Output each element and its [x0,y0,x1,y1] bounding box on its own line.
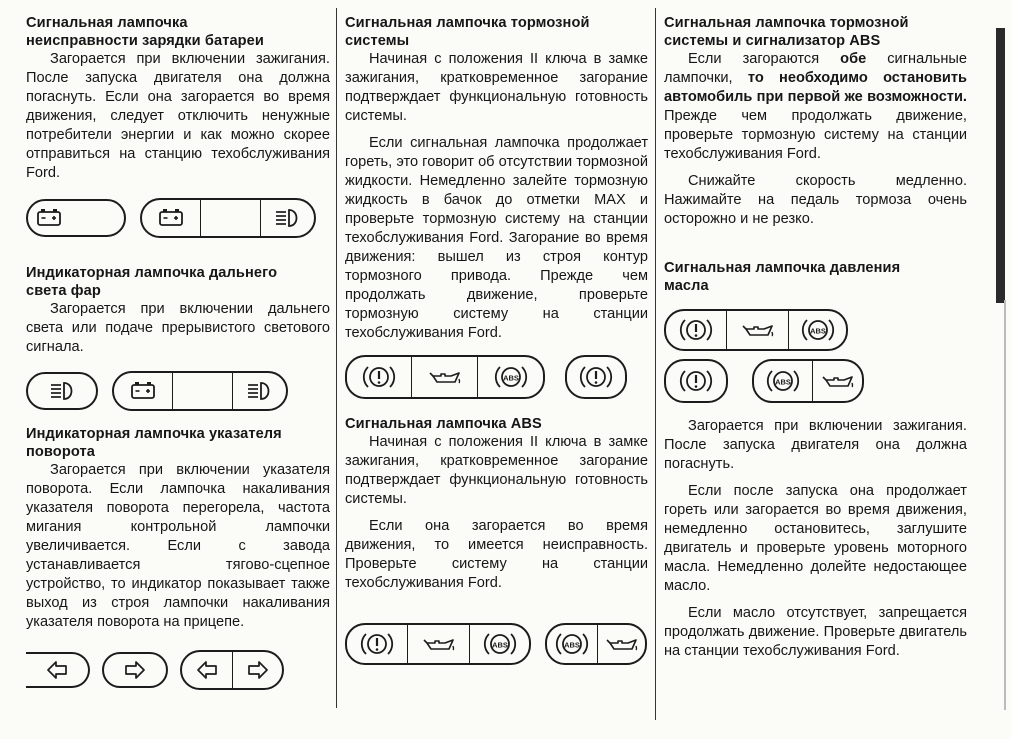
indicator-panel [102,652,168,688]
oil-can-icon [606,634,638,654]
indicator-panel [664,309,848,351]
column-divider [336,8,337,708]
section-text: Загорается при включении зажигания. После запуска двигателя она должна погаснуть. [664,418,967,472]
section-heading: Сигнальная лампочка тормозной системы [345,15,590,49]
indicator-panel [180,650,284,690]
turn-signal-indicator-row [26,650,330,690]
battery-indicator-row [26,198,330,238]
section-battery-warning [26,14,330,183]
indicator-panel [345,355,545,399]
indicator-panel [26,199,126,237]
indicator-panel [545,623,647,665]
oil-indicator-row [664,359,967,403]
section-heading: Индикаторная лампочка дальнего света фар [26,265,278,299]
svg-text:ABS: ABS [491,640,508,650]
column-right [664,14,967,661]
abs-icon [483,630,517,658]
oil-can-icon [822,371,854,391]
section-heading: Сигнальная лампочка ABS [345,416,542,432]
section-brake-abs-warning [664,14,967,229]
section-text: Начиная с положения II ключа в замке зажигания, кратковременное загорание подтверждает функциональную готовность системы. [345,51,648,124]
arrow-left-icon [46,660,68,680]
svg-text:ABS: ABS [809,326,826,336]
section-high-beam [26,264,330,357]
section-heading: Сигнальная лампочка неисправности зарядки батареи [26,15,264,49]
indicator-panel [26,372,98,410]
section-text: Если сигнальная лампочка продолжает гореть, это говорит об отсутствии тормозной жидкости. Немедленно залейте тормозную жидкость в бачок до отметки MAX и проверьте тормозную систему на станции техобслуживания Ford. Загорание во время движения: вышел из строя контур тормозного привода. Прежде чем продолжать движение, проверьте тормозную систему на станции техобслуживания Ford. [345,135,648,341]
high-beam-icon [275,207,300,229]
indicator-panel [345,623,531,665]
indicator-panel [565,355,627,399]
abs-indicator-row [345,623,648,665]
high-beam-icon [247,380,272,402]
brake-warning-icon [679,367,713,395]
indicator-panel [752,359,864,403]
section-turn-signal [26,425,330,632]
battery-icon [130,381,156,401]
indicator-panel [112,371,288,411]
section-text: Если загораются обе сигнальные лампочки, то необходимо остановить автомобиль при первой же возможности. Прежде чем продолжать движение, проверьте тормозную систему на станции техобслуживания Ford. [664,51,967,162]
column-middle [345,14,648,665]
battery-icon [158,208,184,228]
section-text: Начиная с положения II ключа в замке зажигания, кратковременное загорание подтверждает функциональную готовность системы. [345,434,648,507]
section-abs-warning [345,415,648,593]
svg-text:ABS: ABS [775,377,791,387]
section-text: Загорается при включении дальнего света или подаче прерывистого светового сигнала. [26,301,330,355]
abs-icon [494,363,528,391]
battery-icon [36,208,62,228]
brake-warning-icon [362,363,396,391]
brake-indicator-row [345,355,648,399]
indicator-panel [26,652,90,688]
indicator-panel [140,198,316,238]
indicator-panel [664,359,728,403]
section-heading: Индикаторная лампочка указателя поворота [26,426,282,460]
page-edge-mark [996,28,1005,303]
section-oil-pressure [664,259,967,295]
column-divider [655,8,656,720]
section-text: Если масло отсутствует, запрещается продолжать движение. Проверьте двигатель на станции техобслуживания Ford. [664,605,967,659]
oil-can-icon [742,320,774,340]
abs-icon [766,367,800,395]
section-text: Снижайте скорость медленно. Нажимайте на педаль тормоза очень осторожно и не резко. [664,173,967,227]
oil-can-icon [429,367,461,387]
high-beam-indicator-row [26,371,330,411]
arrow-right-icon [247,660,269,680]
brake-warning-icon [679,316,713,344]
brake-warning-icon [360,630,394,658]
section-brake-warning [345,14,648,343]
page-edge-mark [1004,300,1006,710]
section-oil-pressure-text [664,417,967,661]
section-text: Если после запуска она продолжает гореть или загорается во время движения, немедленно остановитесь, заглушите двигатель и проверьте уровень моторного масла. Немедленно долейте недостающее масло. [664,483,967,594]
arrow-right-icon [124,660,146,680]
column-left [26,14,330,690]
oil-can-icon [423,634,455,654]
svg-text:ABS: ABS [564,640,580,650]
section-text: Если она загорается во время движения, то имеется неисправность. Проверьте систему на станции техобслуживания Ford. [345,518,648,591]
section-text: Загорается при включении зажигания. После запуска двигателя она должна погаснуть. Если она загорается во время движения, следует отключить ненужные потребители энергии и как можно скорее отправиться на станцию техобслуживания Ford. [26,51,330,181]
high-beam-icon [50,380,75,402]
abs-icon [555,630,589,658]
section-text: Загорается при включении указателя поворота. Если лампочка накаливания указателя поворота перегорела, частота мигания контрольной лампочки увеличивается. Если с завода устанавливается тягово-сцепное устройство, то индикатор показывает также выход из строя лампочки накаливания указателя поворота на прицепе. [26,462,330,630]
section-heading: Сигнальная лампочка тормозной системы и сигнализатор ABS [664,15,909,49]
section-heading: Сигнальная лампочка давления масла [664,260,901,294]
arrow-left-icon [196,660,218,680]
abs-icon [801,316,835,344]
svg-text:ABS: ABS [502,373,519,383]
brake-warning-icon [579,363,613,391]
